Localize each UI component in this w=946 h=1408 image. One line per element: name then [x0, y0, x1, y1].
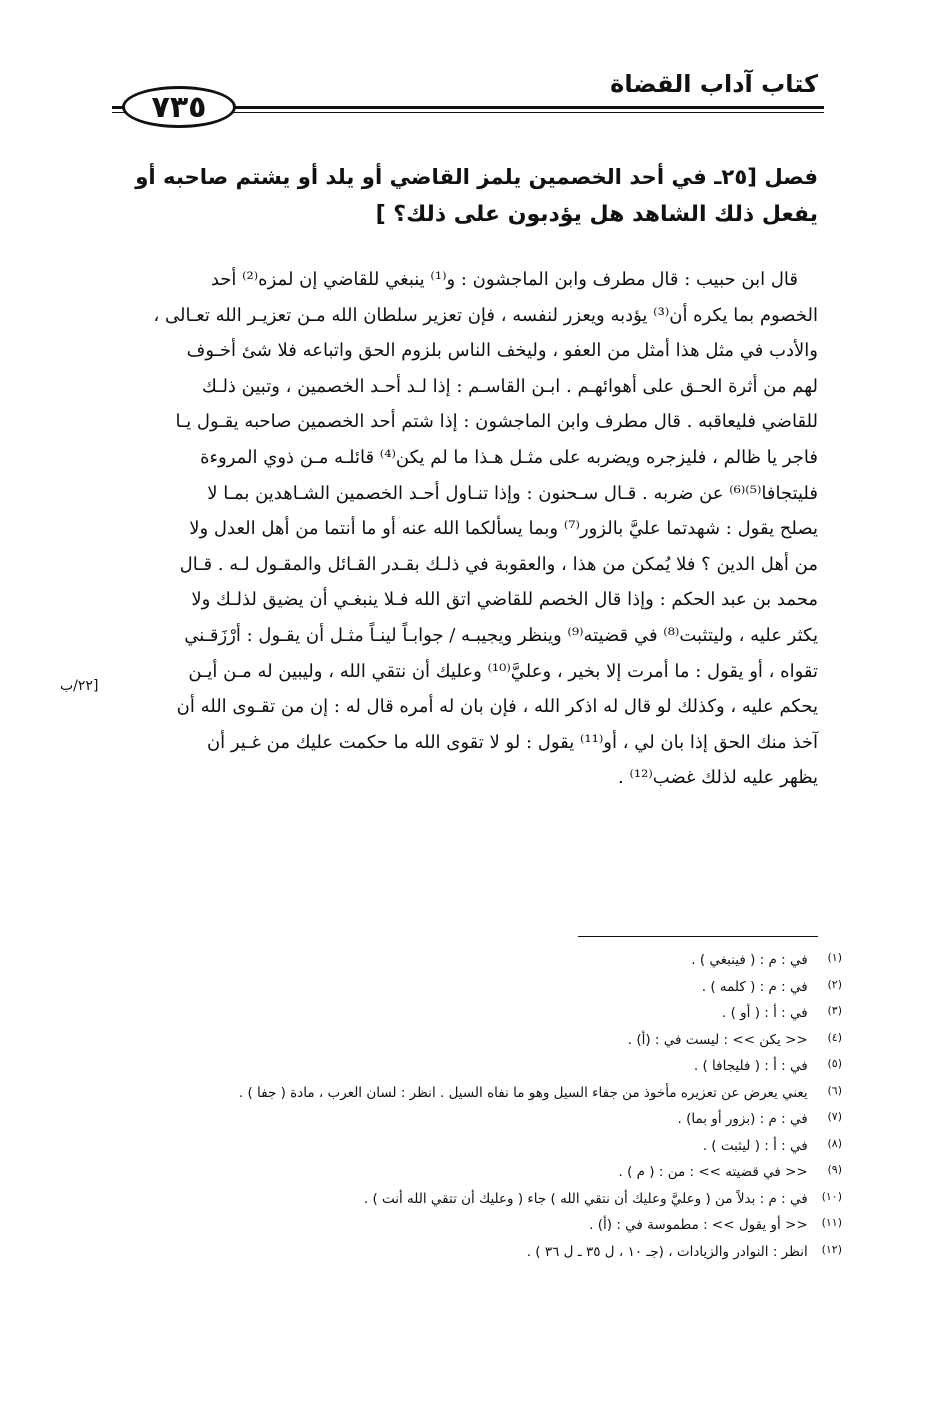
footnote-text: في : م : ( فينبغي ) .	[691, 952, 808, 968]
footnote-separator	[578, 936, 818, 937]
body-line: والأدب في مثل هذا أمثل من العفو ، وليخف الناس بلزوم الحق واتباعه فلا شئ أخـوف	[186, 340, 818, 362]
footnote	[122, 1079, 842, 1106]
margin-reference: [٢٢/ب	[60, 678, 99, 694]
footnote-text: في : أ : ( فليجافا ) .	[693, 1058, 808, 1074]
body-line: من أهل الدين ؟ فلا يُمكن من هذا ، والعقوبة في ذلـك بقـدر القـائل والمقـول لـه . قـال	[179, 553, 818, 575]
heading-line-2: يفعل ذلك الشاهد هل يؤدبون على ذلك؟ ]	[375, 202, 818, 227]
footnote-text: << أو يقول >> : مطموسة في : (أ) .	[589, 1217, 808, 1233]
body-line: آخذ منك الحق إذا بان لي ، أو⁽¹¹⁾ يقول : لو لا تقوى الله ما حكمت عليك من غـير أن	[206, 731, 818, 753]
section-heading	[128, 158, 818, 234]
body-line: الخصوم بما يكره أن⁽³⁾ يؤدبه ويعزر لنفسه ، فإن تعزير سلطان الله مـن تعزيـر الله تعـالى ،	[153, 304, 818, 326]
body-line: محمد بن عبد الحكم : وإذا قال الخصم للقاضي اتق الله فـلا ينبغـي أن يضيق لذلـك ولا	[191, 589, 818, 611]
body-line: لهم من أثرة الحـق على أهوائهـم . ابـن القاسـم : إذا لـد أحـد الخصمين ، وتبين ذلـك	[202, 375, 818, 397]
footnote-text: في : أ : ( ليثبت ) .	[702, 1137, 808, 1154]
footnote	[122, 946, 842, 973]
footnote-number: (٧)	[827, 1110, 842, 1123]
footnote-text: في : أ : ( أو ) .	[722, 1005, 808, 1021]
footnote	[122, 1158, 842, 1185]
footnotes-list	[122, 946, 842, 1264]
body-line: فليتجافا⁽⁵⁾⁽⁶⁾ عن ضربه . قـال سـحنون : وإذا تنـاول أحـد الخصمين الشـاهدين بمـا لا	[207, 482, 818, 504]
footnote-number: (١)	[827, 951, 842, 964]
page-number: ٧٣٥	[122, 86, 236, 128]
footnote-text: في : م : ( كلمه ) .	[701, 978, 808, 995]
body-line: يحكم عليه ، وكذلك لو قال له اذكر الله ، فإن بان له أمره قال له : إن من تقـوى الله أن	[176, 696, 818, 718]
footnote-number: (٨)	[827, 1136, 842, 1150]
heading-line-1: فصل [٢٥ـ في أحد الخصمين يلمز القاضي أو يلد أو يشتم صاحبه أو	[135, 164, 818, 189]
footnote	[122, 999, 842, 1026]
footnote	[122, 1185, 842, 1212]
footnote-number: (٥)	[827, 1057, 842, 1070]
footnote-number: (١٢)	[821, 1242, 842, 1256]
body-line: يكثر عليه ، وليتثبت⁽⁸⁾ في قضيته⁽⁹⁾ وينظر ويجيبـه / جوابـاً لينـاً مثـل أن يقـول : أرْزَقـني	[184, 624, 818, 646]
footnote	[122, 1026, 842, 1053]
footnote-text: << في قضيته >> : من : ( م ) .	[618, 1164, 808, 1180]
body-text	[122, 262, 818, 796]
body-line: تقواه ، أو يقول : ما أمرت إلا بخير ، وعليَّ⁽¹⁰⁾ وعليك أن نتقي الله ، وليبين له مـن أيـن	[188, 660, 818, 682]
footnote-text: في : م : بدلاً من ( وعليَّ وعليك أن نتقي الله ) جاء ( وعليك أن تتقي الله أنت ) .	[363, 1190, 808, 1207]
footnote-number: (٣)	[827, 1004, 842, 1017]
footnote-number: (٦)	[827, 1083, 842, 1097]
footnote-text: << يكن >> : ليست في : (أ) .	[627, 1031, 808, 1048]
footnote	[122, 1105, 842, 1132]
body-line: يصلح يقول : شهدتما عليَّ بالزور⁽⁷⁾ وبما يسألكما الله عنه أو ما أنتما من أهل العدل ولا	[189, 518, 818, 540]
footnote	[122, 973, 842, 1000]
footnote-text: انظر : النوادر والزيادات ، (جـ ١٠ ، ل ٣٥ ـ ل ٣٦ ) .	[526, 1243, 808, 1260]
footnote-text: يعني يعرض عن تعزيره مأخوذ من جفاء السيل وهو ما نفاه السيل . انظر : لسان العرب ، مادة ( جفا ) .	[238, 1084, 808, 1101]
footnote-number: (٩)	[827, 1163, 842, 1176]
body-line: قال ابن حبيب : قال مطرف وابن الماجشون : و⁽¹⁾ ينبغي للقاضي إن لمزه⁽²⁾ أحد	[210, 269, 798, 290]
footnote-number: (١٠)	[821, 1189, 842, 1203]
footnote-number: (١١)	[821, 1216, 842, 1229]
body-line: للقاضي فليعاقبه . قال مطرف وابن الماجشون : إذا شتم أحد الخصمين صاحبه يقـول يـا	[175, 411, 818, 433]
footnote-number: (٤)	[827, 1030, 842, 1044]
footnote	[122, 1052, 842, 1079]
running-title: كتاب آداب القضاة	[610, 70, 818, 98]
footnote	[122, 1238, 842, 1265]
footnote	[122, 1132, 842, 1159]
body-line: فاجر يا ظالم ، فليزجره ويضربه على مثـل هـذا ما لم يكن⁽⁴⁾ قائلـه مـن ذوي المروءة	[200, 446, 818, 468]
footnote-text: في : م : (بزور أو بما) .	[677, 1111, 808, 1127]
body-line-last: يظهر عليه لذلك غضب⁽¹²⁾ .	[618, 767, 818, 789]
footnote	[122, 1211, 842, 1238]
footnote-number: (٢)	[827, 977, 842, 991]
